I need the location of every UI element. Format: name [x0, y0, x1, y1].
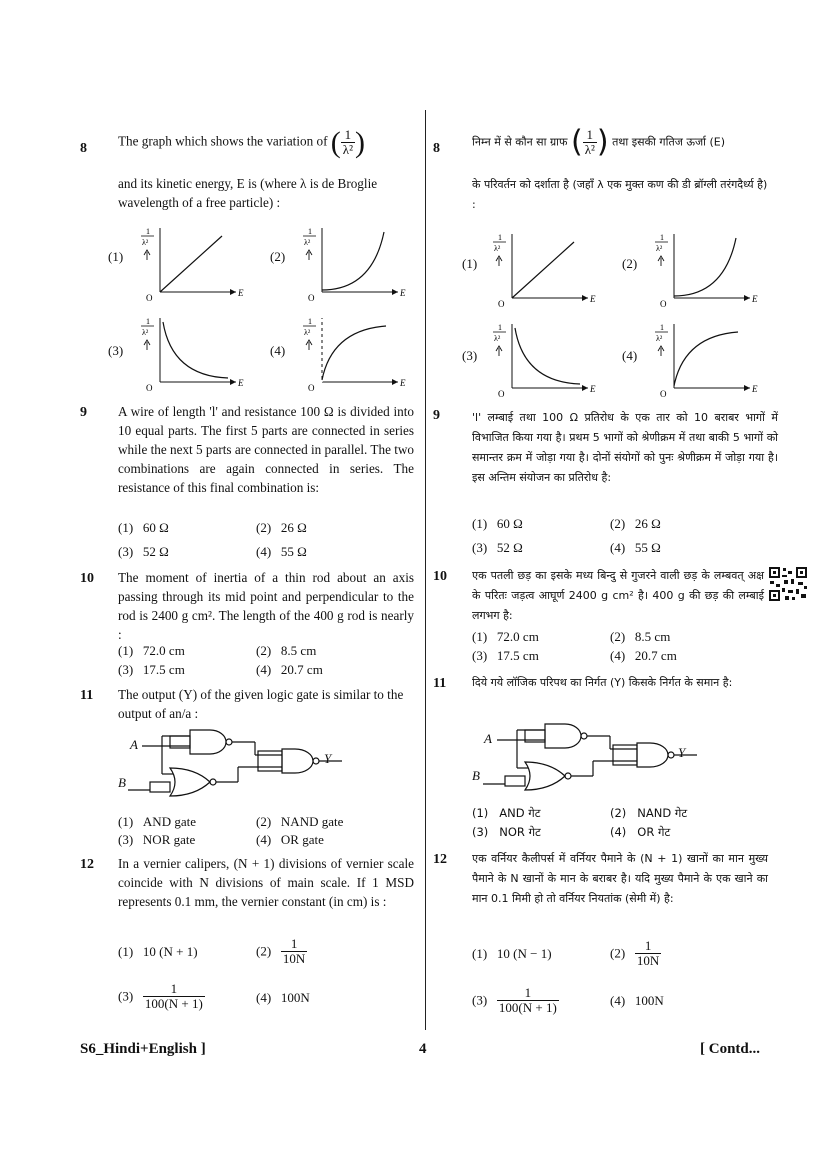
q10-number: 10 — [80, 571, 94, 586]
q10-en-opt4: (4) 20.7 cm — [256, 662, 323, 677]
q8-fraction-hi: $\frac{1}{\text{λ²}}$ — [584, 127, 595, 157]
column-divider — [425, 110, 426, 1030]
q8-stem-hi-mid: तथा इसकी गतिज ऊर्जा (E) — [612, 135, 726, 149]
x-axis-arrow-icon — [392, 289, 398, 295]
up-arrow-icon — [658, 256, 664, 266]
axis-y-label-den: λ² — [304, 328, 311, 337]
q9-hi-opt1: (1) 60 Ω — [472, 516, 523, 531]
q11-en-label-y: Y — [324, 751, 332, 766]
up-arrow-icon — [144, 250, 150, 260]
q11-hi-opt3: (3) NOR गेट — [472, 825, 541, 839]
q9-hi-opt2: (2) 26 Ω — [610, 516, 661, 531]
q11-en-label-a: A — [130, 737, 138, 752]
axis-x-label: E — [590, 384, 596, 394]
q10-en-opt1: (1) 72.0 cm — [118, 643, 185, 658]
q10-en-opt2: (2) 8.5 cm — [256, 643, 317, 658]
qr-code-icon — [768, 566, 808, 602]
axis-x-label: E — [590, 294, 596, 304]
q9-hi-opt4: (4) 55 Ω — [610, 540, 661, 555]
q12-number: 12 — [80, 857, 94, 872]
q12-stem-en: In a vernier calipers, (N + 1) divisions of vernier scale coincide with N divisions of main scale. If 1 MSD represents 0.1 mm, the vernier constant (in cm) is : — [118, 856, 414, 909]
q8-hi-graph4 — [652, 318, 762, 400]
q8-hi-opt4-label: (4) — [622, 348, 638, 363]
q11-en-opt1: (1) AND gate — [118, 814, 196, 829]
q11-en-opt3: (3) NOR gate — [118, 832, 196, 847]
graph-curve — [512, 242, 574, 298]
q11-hi-label-a: A — [484, 731, 492, 746]
origin-label: O — [660, 389, 667, 399]
x-axis-arrow-icon — [230, 379, 236, 385]
axis-y-label-den: λ² — [494, 244, 501, 253]
q12-hi-opt1: (1) 10 (N − 1) — [472, 946, 552, 961]
q11-hi-opt1: (1) AND गेट — [472, 806, 541, 820]
axis-x-label: E — [238, 288, 244, 298]
q12-hi-opt3: (3) $\frac{1}{100(N + 1)}$ — [472, 985, 557, 1015]
axis-y-label-num: 1 — [146, 317, 150, 326]
up-arrow-icon — [658, 346, 664, 356]
q9-en-opt3: (3) 52 Ω — [118, 544, 169, 559]
q9-hi-opt3: (3) 52 Ω — [472, 540, 523, 555]
q9-stem-hi: 'l' लम्बाई तथा 100 Ω प्रतिरोध के एक तार को 10 बराबर भागों में विभाजित किया गया है। प्रथम 5 भागों को श्रेणीक्रम में तथा बाकी 5 भागों को समान्तर क्रम में जोड़ा गया है। दोनों संयोगों को पुनः श्रेणीक्रम में जोड़ा गया है। इस अन्तिम संयोजन का प्रतिरोध है: — [472, 411, 778, 484]
axis-y-label-num: 1 — [660, 233, 664, 242]
q8-fraction: $\frac{1}{\text{λ²}}$ — [342, 127, 353, 157]
q11-number: 11 — [80, 688, 94, 703]
q11-stem-en: The output (Y) of the given logic gate is similar to the output of an/a : — [118, 687, 404, 721]
graph-curve — [674, 238, 736, 296]
graph-curve — [160, 236, 222, 292]
q10-hi-opt2: (2) 8.5 cm — [610, 629, 671, 644]
q10-hi-opt4: (4) 20.7 cm — [610, 648, 677, 663]
q11-number-hi: 11 — [433, 676, 447, 691]
q9-en-opt2: (2) 26 Ω — [256, 520, 307, 535]
axis-y-label-den: λ² — [656, 244, 663, 253]
q8-stem-hi: निम्न में से कौन सा ग्राफ ( $\frac{1}{\text{λ²}}$ ) तथा इसकी गतिज ऊर्जा (E) — [472, 124, 726, 160]
origin-label: O — [308, 293, 315, 303]
q12-en-opt1: (1) 10 (N + 1) — [118, 944, 198, 959]
origin-label: O — [660, 299, 667, 309]
q11-en-label-b: B — [118, 775, 126, 790]
x-axis-arrow-icon — [582, 295, 588, 301]
q8-en-graph2 — [300, 222, 410, 304]
q12-hi-opt2: (2) $\frac{1}{10N}$ — [610, 938, 660, 968]
q8-stem-hi-pre: निम्न में से कौन सा ग्राफ — [472, 135, 568, 149]
axis-y-label-num: 1 — [146, 227, 150, 236]
q9-en-opt4: (4) 55 Ω — [256, 544, 307, 559]
q12-number-hi: 12 — [433, 852, 447, 867]
q8-number-hi: 8 — [433, 141, 440, 156]
origin-label: O — [498, 299, 505, 309]
q9-stem-en: A wire of length 'l' and resistance 100 Ω is divided into 10 equal parts. The first 5 parts are connected in series while the next 5 parts are connected in parallel. The two combinations are again connected in series. The resistance of this final combination is: — [118, 404, 414, 495]
graph-curve — [322, 326, 386, 380]
footer-contd: [ Contd... — [700, 1041, 761, 1057]
up-arrow-icon — [144, 340, 150, 350]
q8-en-graph1 — [138, 222, 248, 304]
axis-x-label: E — [238, 378, 244, 388]
q8-en-graph4 — [300, 312, 410, 394]
q11-hi-label-b: B — [472, 768, 480, 783]
q8-stem-en-pre: The graph which shows the variation of — [118, 133, 328, 149]
graph-curve — [674, 332, 738, 386]
q9-number: 9 — [80, 405, 87, 420]
q12-en-opt4: (4) 100N — [256, 990, 310, 1005]
axis-y-label-num: 1 — [308, 227, 312, 236]
origin-label: O — [146, 383, 153, 393]
q8-en-opt3-label: (3) — [108, 343, 124, 358]
q10-hi-opt1: (1) 72.0 cm — [472, 629, 539, 644]
q12-en-opt3: (3) $\frac{1}{100(N + 1)}$ — [118, 981, 203, 1011]
q11-hi-opt4: (4) OR गेट — [610, 825, 671, 839]
q8-hi-graph3 — [490, 318, 600, 400]
up-arrow-icon — [496, 256, 502, 266]
q8-number: 8 — [80, 141, 87, 156]
q8-en-opt1-label: (1) — [108, 249, 124, 264]
q12-hi-opt4: (4) 100N — [610, 993, 664, 1008]
q11-stem-hi: दिये गये लॉजिक परिपथ का निर्गत (Y) किसके निर्गत के समान है: — [472, 676, 733, 689]
q11-en-opt4: (4) OR gate — [256, 832, 324, 847]
axis-x-label: E — [400, 288, 406, 298]
axis-y-label-den: λ² — [656, 334, 663, 343]
axis-x-label: E — [752, 384, 758, 394]
origin-label: O — [308, 383, 315, 393]
q10-stem-en: The moment of inertia of a thin rod about an axis passing through its mid point and perpendicular to the rod is 2400 g cm². The length of the 400 g rod is nearly : — [118, 570, 414, 642]
axis-y-label-num: 1 — [308, 317, 312, 326]
axis-y-label-num: 1 — [498, 233, 502, 242]
q8-stem-hi-post: के परिवर्तन को दर्शाता है (जहाँ λ एक मुक्त कण की डी ब्रॉग्ली तरंगदैर्ध्य है) : — [472, 178, 768, 211]
graph-curve — [163, 322, 228, 378]
axis-x-label: E — [400, 378, 406, 388]
graph-curve — [515, 328, 580, 384]
q8-en-opt2-label: (2) — [270, 249, 286, 264]
q12-en-opt2: (2) $\frac{1}{10N}$ — [256, 936, 306, 966]
x-axis-arrow-icon — [392, 379, 398, 385]
q9-en-opt1: (1) 60 Ω — [118, 520, 169, 535]
q8-hi-graph2 — [652, 228, 762, 310]
q10-hi-opt3: (3) 17.5 cm — [472, 648, 539, 663]
q8-hi-opt3-label: (3) — [462, 348, 478, 363]
q8-hi-opt2-label: (2) — [622, 256, 638, 271]
axis-x-label: E — [752, 294, 758, 304]
q8-stem-en-post: and its kinetic energy, E is (where λ is de Broglie wavelength of a free particle) : — [118, 176, 378, 210]
origin-label: O — [146, 293, 153, 303]
graph-curve — [322, 232, 384, 290]
up-arrow-icon — [306, 340, 312, 350]
q8-en-opt4-label: (4) — [270, 343, 286, 358]
footer-code: S6_Hindi+English ] — [80, 1041, 206, 1057]
axis-y-label-den: λ² — [142, 238, 149, 247]
q8-hi-graph1 — [490, 228, 600, 310]
q11-hi-opt2: (2) NAND गेट — [610, 806, 688, 820]
q12-stem-hi: एक वर्नियर कैलीपर्स में वर्नियर पैमाने के (N + 1) खानों का मान मुख्य पैमाने के N खानों के मान के बराबर है। यदि मुख्य पैमाने के एक खाने का मान 0.1 मिमी हो तो वर्नियर नियतांक (सेमी में) है: — [472, 852, 768, 905]
axis-y-label-num: 1 — [660, 323, 664, 332]
page-number: 4 — [419, 1041, 427, 1057]
q8-hi-opt1-label: (1) — [462, 256, 478, 271]
q10-number-hi: 10 — [433, 569, 447, 584]
q10-en-opt3: (3) 17.5 cm — [118, 662, 185, 677]
q9-number-hi: 9 — [433, 408, 440, 423]
axis-y-label-den: λ² — [304, 238, 311, 247]
up-arrow-icon — [496, 346, 502, 356]
x-axis-arrow-icon — [744, 385, 750, 391]
q11-hi-label-y: Y — [678, 745, 686, 760]
up-arrow-icon — [306, 250, 312, 260]
x-axis-arrow-icon — [744, 295, 750, 301]
q11-en-opt2: (2) NAND gate — [256, 814, 344, 829]
axis-y-label-den: λ² — [494, 334, 501, 343]
q8-stem-en: The graph which shows the variation of ( $\frac{1}{\text{λ²}}$ ) — [118, 126, 365, 159]
axis-y-label-den: λ² — [142, 328, 149, 337]
axis-y-label-num: 1 — [498, 323, 502, 332]
x-axis-arrow-icon — [582, 385, 588, 391]
origin-label: O — [498, 389, 505, 399]
x-axis-arrow-icon — [230, 289, 236, 295]
q10-stem-hi: एक पतली छड़ का इसके मध्य बिन्दु से गुजरने वाली छड़ के लम्बवत् अक्ष के परितः जड़त्व आघूर्ण 2400 g cm² है। 400 g की छड़ की लम्बाई लगभग है: — [472, 569, 764, 622]
q8-en-graph3 — [138, 312, 248, 394]
